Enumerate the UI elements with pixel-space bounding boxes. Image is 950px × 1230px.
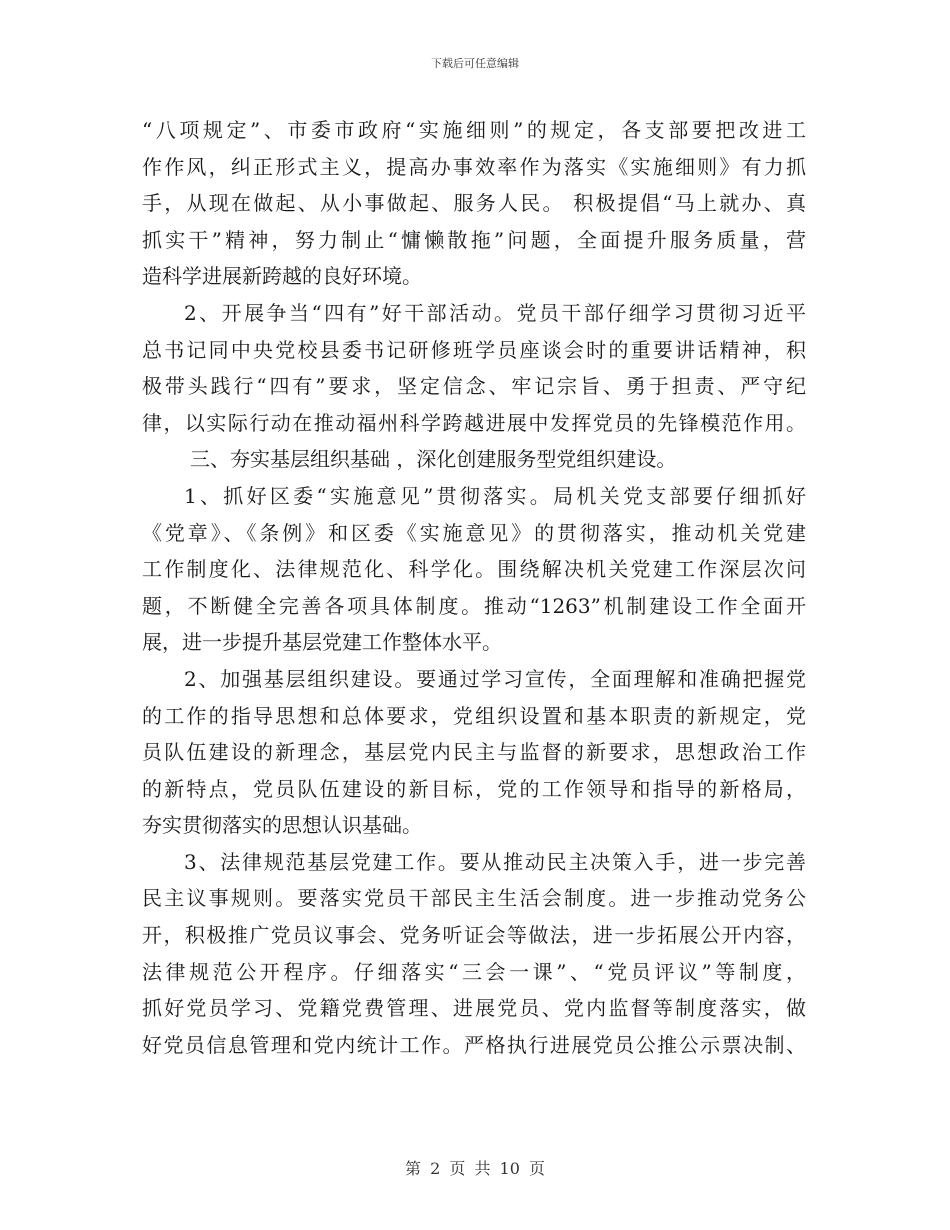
text-line: 1、抓好区委“实施意见”贯彻落实。局机关党支部要仔细抓好	[184, 483, 806, 508]
text-line: 夯实贯彻落实的思想认识基础。	[142, 813, 422, 838]
text-line: 员队伍建设的新理念，基层党内民主与监督的新要求，思想政治工作	[142, 740, 806, 765]
text-line: 2、加强基层组织建设。要通过学习宣传，全面理解和准确把握党	[184, 666, 806, 691]
text-line: 工作制度化、法律规范化、科学化。围绕解决机关党建工作深层次问	[142, 557, 806, 582]
text-line: 极带头践行“四有”要求，坚定信念、牢记宗旨、勇于担责、严守纪	[142, 374, 806, 399]
text-line: 的新特点，党员队伍建设的新目标，党的工作领导和指导的新格局，	[142, 776, 806, 801]
section-heading: 三、夯实基层组织基础 ，深化创建服务型党组织建设。	[190, 447, 677, 472]
text-line: 好党员信息管理和党内统计工作。严格执行进展党员公推公示票决制、	[142, 1032, 806, 1057]
page-header-note: 下载后可任意编辑	[431, 57, 519, 70]
text-line: 开，积极推广党员议事会、党务听证会等做法，进一步拓展公开内容，	[142, 923, 806, 948]
page-number: 第 2 页 共 10 页	[405, 1159, 545, 1178]
text-line: 2、开展争当“四有”好干部活动。党员干部仔细学习贯彻习近平	[184, 300, 806, 325]
text-line: 抓实干”精神，努力制止“慵懒散拖”问题，全面提升服务质量，营	[142, 227, 806, 252]
text-line: 《党章》、《条例》和区委《实施意见》的贯彻落实，推动机关党建	[142, 520, 806, 545]
text-line: 的工作的指导思想和总体要求，党组织设置和基本职责的新规定，党	[142, 703, 806, 728]
text-line: 手，从现在做起、从小事做起、服务人民。 积极提倡“马上就办、真	[142, 191, 806, 216]
text-line: 法律规范公开程序。仔细落实“三会一课”、“党员评议”等制度，	[142, 959, 806, 984]
document-body	[142, 112, 806, 1063]
text-line: 民主议事规则。要落实党员干部民主生活会制度。进一步推动党务公	[142, 886, 806, 911]
text-line: “八项规定”、市委市政府“实施细则”的规定，各支部要把改进工	[142, 118, 806, 142]
text-line: 作作风，纠正形式主义，提高办事效率作为落实《实施细则》有力抓	[142, 154, 806, 179]
text-line: 总书记同中央党校县委书记研修班学员座谈会时的重要讲话精神，积	[142, 337, 806, 362]
text-line: 律，以实际行动在推动福州科学跨越进展中发挥党员的先锋模范作用。	[142, 410, 806, 435]
text-line: 展，进一步提升基层党建工作整体水平。	[142, 630, 502, 655]
text-line: 抓好党员学习、党籍党费管理、进展党员、党内监督等制度落实，做	[142, 996, 806, 1021]
text-line: 题，不断健全完善各项具体制度。推动“1263”机制建设工作全面开	[142, 593, 806, 618]
text-line: 3、法律规范基层党建工作。要从推动民主决策入手，进一步完善	[184, 849, 806, 874]
text-line: 造科学进展新跨越的良好环境。	[142, 264, 422, 289]
